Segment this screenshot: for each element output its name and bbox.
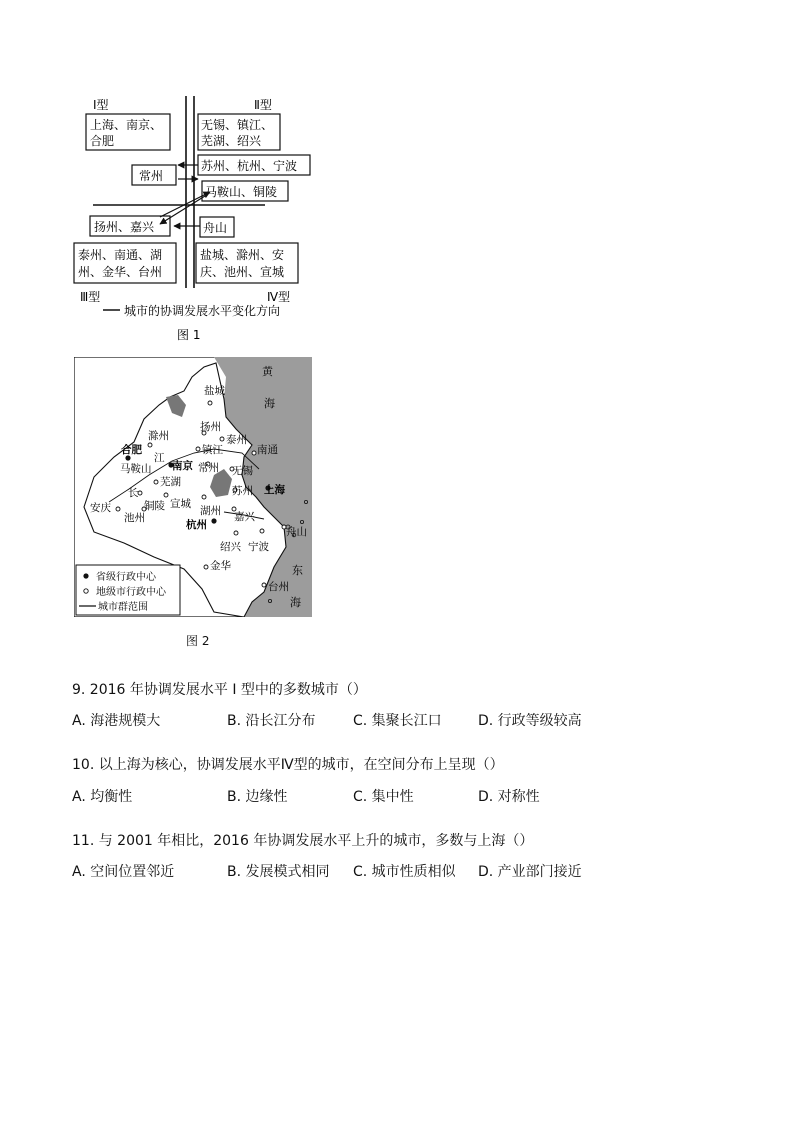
legend-text: 城市的协调发展水平变化方向 [124,304,281,318]
city-label-taizhou: 泰州 [226,434,247,446]
city-label-hangzhou: 杭州 [186,519,207,531]
city-label-jinhua: 金华 [210,560,231,572]
box-yangzhou-text: 扬州、嘉兴 [94,220,155,234]
type-2-label: Ⅱ型 [254,98,272,112]
question-11-option-c[interactable]: C. 城市性质相似 [353,864,456,880]
river-label-jiang: 江 [154,452,165,464]
city-label-zhoushan: 舟山 [286,526,307,538]
legend-provincial-dot [83,573,88,578]
box-type2-line2: 芜湖、绍兴 [201,134,262,148]
type-4-label: Ⅳ型 [267,290,291,304]
question-11-option-b[interactable]: B. 发展模式相同 [227,864,330,880]
city-label-maanshan: 马鞍山 [120,463,152,475]
city-dot-huzhou [202,495,206,499]
question-9-option-b[interactable]: B. 沿长江分布 [227,713,316,729]
city-dot-jinhua [204,565,208,569]
city-label-wuxi: 无锡 [232,465,253,477]
question-9-option-c[interactable]: C. 集聚长江口 [353,713,442,729]
box-type3-line2: 州、金华、台州 [78,265,163,279]
sea-label-donghai: 海 [290,596,301,609]
city-label-changzhou: 常州 [198,462,219,474]
city-dot-anqing [116,507,120,511]
city-dot-hangzhou [211,518,216,523]
question-10-option-c[interactable]: C. 集中性 [353,789,414,805]
question-10-stem: 10. 以上海为核心，协调发展水平Ⅳ型的城市，在空间分布上呈现（） [72,757,504,773]
city-dot-hefei [125,455,130,460]
legend-prefecture-label: 地级市行政中心 [96,587,166,598]
type-3-label: Ⅲ型 [80,290,101,304]
arrow-maanshan-to-yangzhou [160,196,205,224]
city-dot-taizhou [220,437,224,441]
question-11-option-a[interactable]: A. 空间位置邻近 [72,864,175,880]
question-11-stem: 11. 与 2001 年相比，2016 年协调发展水平上升的城市，多数与上海（） [72,833,534,849]
city-dot-wuhu [154,480,158,484]
box-zhoushan-text: 舟山 [203,221,228,235]
city-label-huzhou: 湖州 [200,505,221,517]
figure-2-map [74,357,312,617]
city-label-nantong: 南通 [257,444,278,456]
city-label-shaoxing: 绍兴 [220,541,241,553]
box-type1-line1: 上海、南京、 [90,118,163,132]
question-11-option-d[interactable]: D. 产业部门接近 [478,864,582,880]
figure-2-caption: 图 2 [186,634,210,648]
legend-boundary-label: 城市群范围 [98,602,148,613]
city-label-xuancheng: 宣城 [170,498,191,510]
question-10-option-b[interactable]: B. 边缘性 [227,789,288,805]
city-dot-taizhou-south [262,583,266,587]
figure-1-caption: 图 1 [177,328,201,342]
box-type2-line1: 无锡、镇江、 [201,118,274,132]
city-label-ningbo: 宁波 [248,541,269,553]
city-label-zhenjiang: 镇江 [202,444,223,456]
city-label-anqing: 安庆 [90,502,111,514]
city-label-wuhu: 芜湖 [160,476,181,488]
box-suzhou-text: 苏州、杭州、宁波 [201,159,298,173]
figure-1-diagram [0,0,794,345]
city-dot-xuancheng [164,493,168,497]
box-type4-line1: 盐城、滁州、安 [200,248,285,262]
question-10-option-d[interactable]: D. 对称性 [478,789,540,805]
question-9-option-d[interactable]: D. 行政等级较高 [478,713,582,729]
city-dot-tongling [138,491,142,495]
question-9-stem: 9. 2016 年协调发展水平 Ⅰ 型中的多数城市（） [72,682,367,698]
city-dot-shaoxing [234,531,238,535]
city-label-yangzhou: 扬州 [200,421,221,433]
box-maanshan-text: 马鞍山、铜陵 [205,185,278,199]
river-label-chang: 长 [128,487,139,499]
city-label-jiaxing: 嘉兴 [234,511,255,523]
type-1-label: Ⅰ型 [93,98,109,112]
city-label-shanghai: 上海 [264,484,285,496]
city-dot-ningbo [260,529,264,533]
sea-label-huang: 黄 [262,365,273,378]
sea-label-hai: 海 [264,397,275,410]
city-label-hefei: 合肥 [121,444,142,456]
city-label-chuzhou: 滁州 [148,430,169,442]
city-label-tongling: 铜陵 [144,500,165,512]
box-type1-line2: 合肥 [90,134,115,148]
city-label-yancheng: 盐城 [204,385,225,397]
city-dot-chuzhou [148,443,152,447]
question-9-option-a[interactable]: A. 海港规模大 [72,713,161,729]
legend-prefecture-dot [84,589,88,593]
city-label-suzhou: 苏州 [232,485,253,497]
city-dot-nantong [252,451,256,455]
question-10-option-a[interactable]: A. 均衡性 [72,789,133,805]
city-dot-yancheng [208,401,212,405]
city-label-taizhou-south: 台州 [268,581,289,593]
box-changzhou-text: 常州 [139,169,164,183]
legend-provincial-label: 省级行政中心 [96,572,156,583]
box-type3-line1: 泰州、南通、湖 [78,248,163,262]
city-label-chizhou: 池州 [124,512,145,524]
city-dot-zhenjiang [196,447,200,451]
sea-label-dong: 东 [292,564,303,577]
box-type4-line2: 庆、池州、宣城 [200,265,285,279]
city-label-nanjing: 南京 [172,460,193,472]
